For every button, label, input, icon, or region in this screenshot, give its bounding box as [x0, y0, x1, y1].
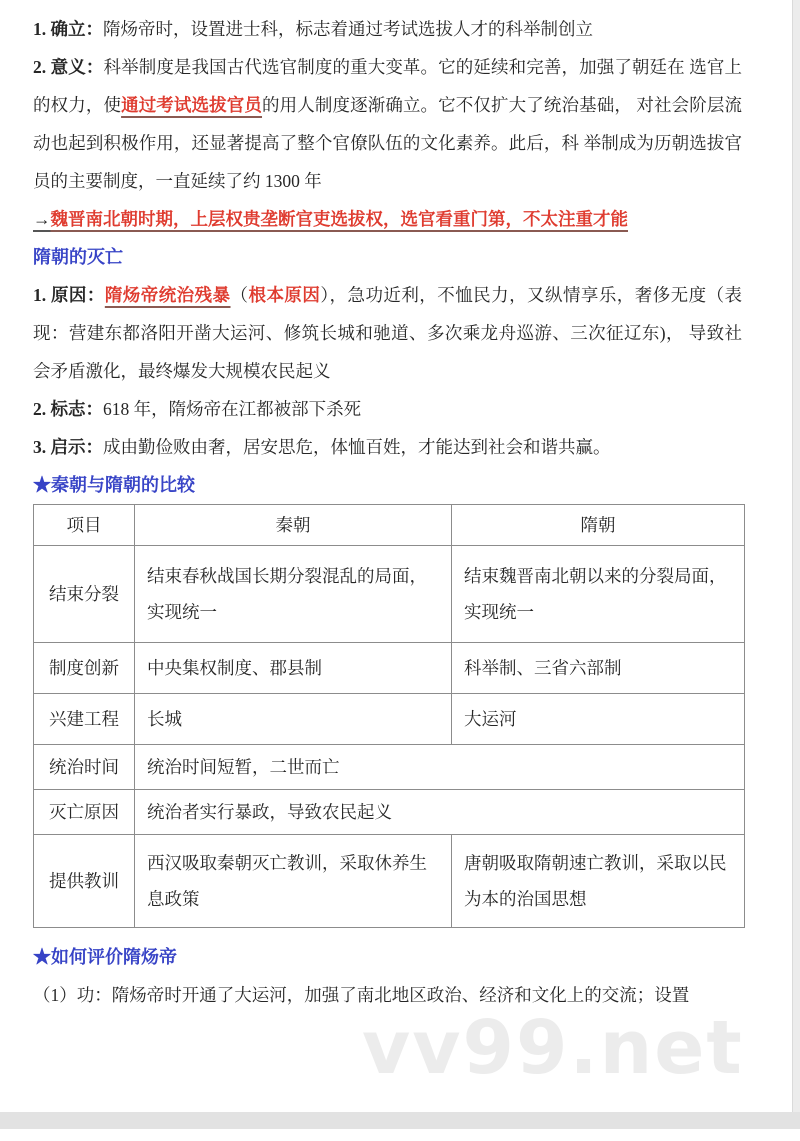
table-row: [34, 694, 745, 745]
paragraph-text: 的用人制度逐渐确立。它不仅扩大了统治基础， 对社会阶层流动也起到积极作用，还显著提高了整个官僚队伍的文化素养。此后，科 举制成为历朝选拔官员的主要制度，一直延续了约 1300 年: [33, 95, 743, 191]
watermark: vv99.net: [362, 1005, 744, 1091]
arrow-glyph: →: [33, 209, 51, 229]
highlight-red: 根本原因: [248, 285, 321, 305]
paragraph-text: 隋炀帝时开通了大运河，加强了南北地区政治、经济和文化上的交流；设置: [111, 985, 690, 1005]
cell-sui: 唐朝吸取隋朝速亡教训，采取以民 为本的治国思想: [452, 835, 745, 928]
cell-qin: 西汉吸取秦朝灭亡教训，采取休养生 息政策: [134, 835, 451, 928]
paragraph-keju-meaning: [33, 48, 742, 200]
table-header-row: [34, 505, 745, 546]
row-label: 结束分裂: [34, 546, 135, 643]
highlight-red-underline: 隋炀帝统治残暴: [104, 285, 231, 305]
paragraph-label: 2. 标志：: [33, 399, 103, 419]
paragraph-fall-reason: [33, 276, 742, 390]
qin-sui-comparison-table: [33, 504, 745, 928]
table-row: [34, 835, 745, 928]
paragraph-text: ，急功近利，不恤民力，又纵情享乐，奢侈无度（表现：营建东都洛阳开凿大运河、修筑长城和驰道、多次乘龙舟巡游、三次征辽东)， 导致社会矛盾激化，最终爆发大规模农民起义: [33, 285, 743, 381]
paragraph-label: 2. 意义：: [33, 57, 104, 77]
paragraph-fall-mark: [33, 390, 742, 428]
paragraph-label: （1）功：: [33, 985, 112, 1005]
next-page-top: [0, 1129, 800, 1141]
paragraph-label: 1. 原因：: [33, 285, 105, 305]
paren-open: （: [230, 285, 249, 305]
paren-close: ）: [320, 285, 330, 305]
cell-qin: 长城: [134, 694, 451, 745]
table-header-qin: 秦朝: [134, 505, 451, 546]
cell-sui: 科举制、三省六部制: [452, 643, 745, 694]
page-edge-right: [792, 0, 800, 1112]
row-label: 灭亡原因: [34, 790, 135, 835]
paragraph-text: 隋炀帝时，设置进士科，标志着通过考试选拔人才的科举制创立: [103, 19, 593, 39]
page-separator: [0, 1112, 800, 1129]
cell-sui: 结束魏晋南北朝以来的分裂局面， 实现统一: [452, 546, 745, 643]
row-label: 统治时间: [34, 745, 135, 790]
table-header-item: 项目: [34, 505, 135, 546]
paragraph-weijin-note: [33, 200, 742, 238]
section-heading-sui-fall: 隋朝的灭亡: [33, 247, 123, 267]
section-heading-compare: ★秦朝与隋朝的比较: [33, 475, 195, 495]
cell-sui: 大运河: [452, 694, 745, 745]
cell-qin: 中央集权制度、郡县制: [134, 643, 451, 694]
paragraph-label: 3. 启示：: [33, 437, 103, 457]
paragraph-keju-establish: [33, 10, 742, 48]
paragraph-text: 618 年，隋炀帝在江都被部下杀死: [103, 399, 362, 419]
cell-qin: 结束春秋战国长期分裂混乱的局面， 实现统一: [134, 546, 451, 643]
cell-both: 统治者实行暴政，导致农民起义: [134, 790, 744, 835]
highlight-red-underline: 通过考试选拔官员: [121, 95, 263, 115]
table-row: [34, 790, 745, 835]
cell-both: 统治时间短暂，二世而亡: [134, 745, 744, 790]
table-row: [34, 745, 745, 790]
row-label: 提供教训: [34, 835, 135, 928]
paragraph-fall-lesson: [33, 428, 742, 466]
table-row: [34, 546, 745, 643]
highlight-red-underline: 魏晋南北朝时期，上层权贵垄断官吏选拔权，选官看重门第，不太注重才能: [50, 209, 628, 229]
row-label: 制度创新: [34, 643, 135, 694]
table-header-sui: 隋朝: [452, 505, 745, 546]
row-label: 兴建工程: [34, 694, 135, 745]
paragraph-label: 1. 确立：: [33, 19, 103, 39]
paragraph-text: 成由勤俭败由奢，居安思危，体恤百姓，才能达到社会和谐共赢。: [103, 437, 611, 457]
table-row: [34, 643, 745, 694]
section-heading-evaluate: ★如何评价隋炀帝: [33, 947, 177, 967]
paragraph-text: 科举制度是我国古代选官制度的重大变革。它的延续和完善，加强了朝廷在 选官上的权力，使: [33, 57, 743, 115]
